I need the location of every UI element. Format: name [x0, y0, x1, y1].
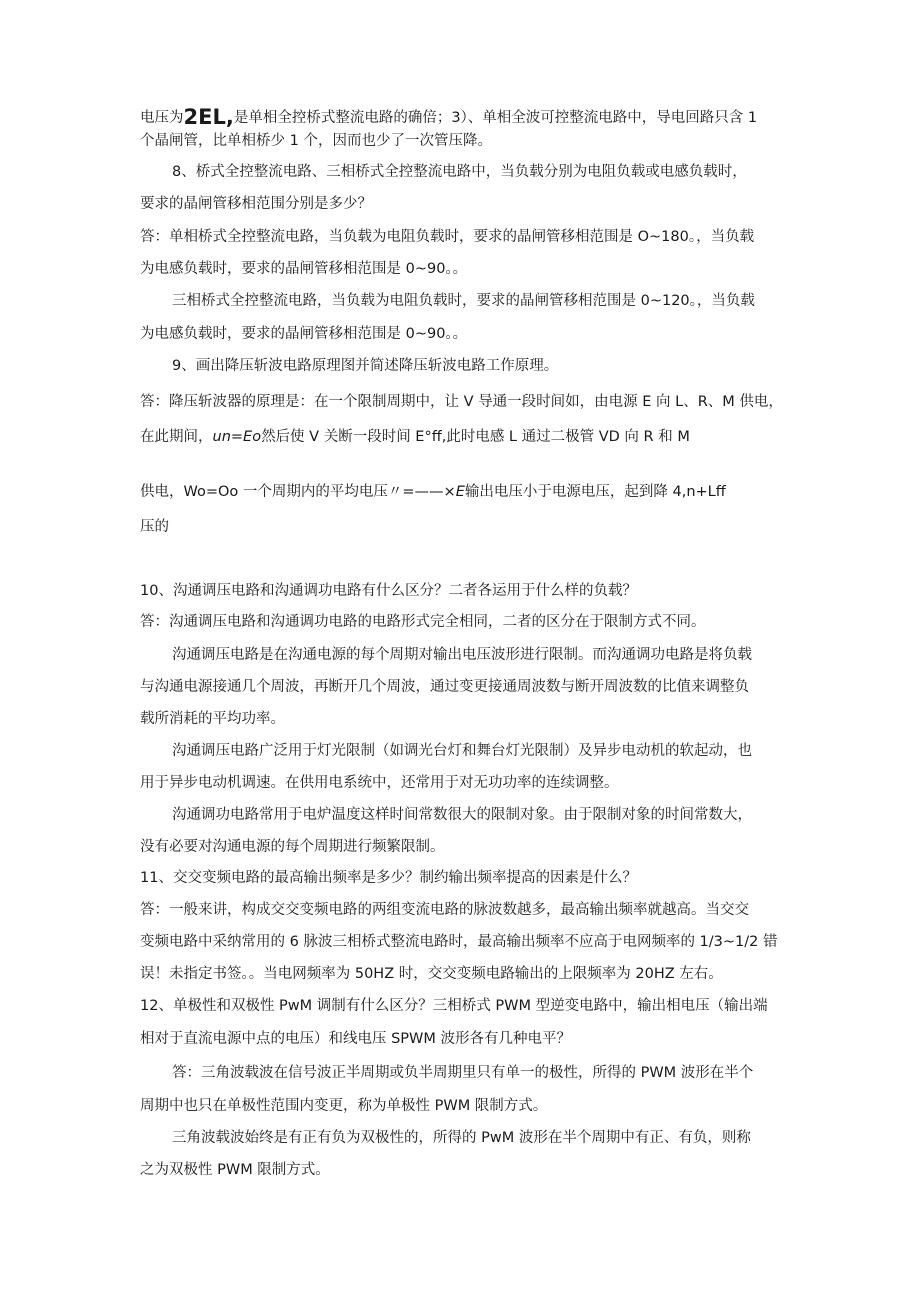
- paragraph-line: [140, 427, 800, 447]
- text: 是单相全控桥式整流电路的确倍；3）、单相全波可控整流电路中，导电回路只含 1: [233, 110, 758, 126]
- paragraph-line: 沟通调压电路是在沟通电源的每个周期对输出电压波形进行限制。而沟通调功电路是将负载: [172, 647, 752, 663]
- paragraph-line: 沟通调压电路广泛用于灯光限制（如调光台灯和舞台灯光限制）及异步电动机的软起动，也: [172, 743, 752, 759]
- paragraph-line: 个晶闸管，比单相桥少 1 个，因而也少了一次管压降。: [140, 133, 492, 149]
- formula-text: un=Eo: [212, 429, 262, 445]
- question-12: 12、单极性和双极性 PwM 调制有什么区分？三相桥式 PWM 型逆变电路中，输出相电压（输出端: [140, 998, 768, 1014]
- text: 输出电压小于电源电压，起到降 4,n+Lff: [464, 484, 726, 500]
- paragraph-line: 误！未指定书签。。当电网频率为 50HZ 时，交交变频电路输出的上限频率为 20HZ 左右。: [140, 966, 723, 982]
- formula-text: E: [455, 484, 465, 500]
- text: 电压为: [140, 110, 184, 126]
- paragraph-line: [140, 107, 800, 127]
- answer-8: 答：单相桥式全控整流电路，当负载为电阻负载时，要求的晶闸管移相范围是 O~180。，当负载: [140, 229, 755, 245]
- paragraph-line: 要求的晶闸管移相范围分别是多少？: [140, 196, 372, 212]
- paragraph-line: 相对于直流电源中点的电压）和线电压 SPWM 波形各有几种电平？: [140, 1031, 572, 1047]
- paragraph-line: 载所消耗的平均功率。: [140, 711, 285, 727]
- question-11: 11、交交变频电路的最高输出频率是多少？制约输出频率提高的因素是什么？: [140, 870, 637, 886]
- paragraph-line: 用于异步电动机调速。在供用电系统中，还常用于对无功功率的连续调整。: [140, 775, 619, 791]
- text: 在此期间，: [140, 429, 213, 445]
- paragraph-line: [140, 482, 800, 502]
- paragraph-line: 之为双极性 PWM 限制方式。: [140, 1162, 330, 1178]
- paragraph-line: 没有必要对沟通电源的每个周期进行频繁限制。: [140, 839, 445, 855]
- answer-9: 答：降压斩波器的原理是：在一个限制周期中，让 V 导通一段时间如，由电源 E 向 L、R、M 供电，: [140, 394, 783, 410]
- answer-10: 答：沟通调压电路和沟通调功电路的电路形式完全相同，二者的区分在于限制方式不同。: [140, 614, 706, 630]
- question-10: 10、沟通调压电路和沟通调功电路有什么区分？二者各运用于什么样的负载？: [140, 583, 637, 599]
- paragraph-line: 压的: [140, 519, 169, 535]
- paragraph-line: 沟通调功电路常用于电炉温度这样时间常数很大的限制对象。由于限制对象的时间常数大，: [172, 807, 752, 823]
- question-9: 9、画出降压斩波电路原理图并简述降压斩波电路工作原理。: [172, 358, 559, 374]
- paragraph-line: 与沟通电源接通几个周波，再断开几个周波，通过变更接通周波数与断开周波数的比值来调整负: [140, 679, 749, 695]
- answer-11: 答：一般来讲，构成交交变频电路的两组变流电路的脉波数越多，最高输出频率就越高。当交交: [140, 902, 749, 918]
- answer-12: 答：三角波载波在信号波正半周期或负半周期里只有单一的极性，所得的 PWM 波形在半个: [172, 1065, 754, 1081]
- text: 然后使 V 关断一段时间 E°ff,此时电感 L 通过二极管 VD 向 R 和 M: [261, 429, 690, 445]
- text: 供电，Wo=Oo 一个周期内的平均电压〃=——×: [140, 484, 456, 500]
- paragraph-line: 周期中也只在单极性范围内变更，称为单极性 PWM 限制方式。: [140, 1098, 548, 1114]
- question-8: 8、桥式全控整流电路、三相桥式全控整流电路中，当负载分别为电阻负载或电感负载时，: [172, 164, 747, 180]
- paragraph-line: 为电感负载时，要求的晶闸管移相范围是 0~90。。: [140, 261, 468, 277]
- paragraph-line: 变频电路中采纳常用的 6 脉波三相桥式整流电路时，最高输出频率不应高于电网频率的 1/3~1/2 错: [140, 934, 778, 950]
- paragraph-line: 三相桥式全控整流电路，当负载为电阻负载时，要求的晶闸管移相范围是 0~120。，当负载: [172, 293, 755, 309]
- paragraph-line: 为电感负载时，要求的晶闸管移相范围是 0~90。。: [140, 326, 468, 342]
- paragraph-line: 三角波载波始终是有正有负为双极性的，所得的 PwM 波形在半个周期中有正、有负，则称: [172, 1130, 751, 1146]
- formula-text: 2EL,: [183, 105, 234, 129]
